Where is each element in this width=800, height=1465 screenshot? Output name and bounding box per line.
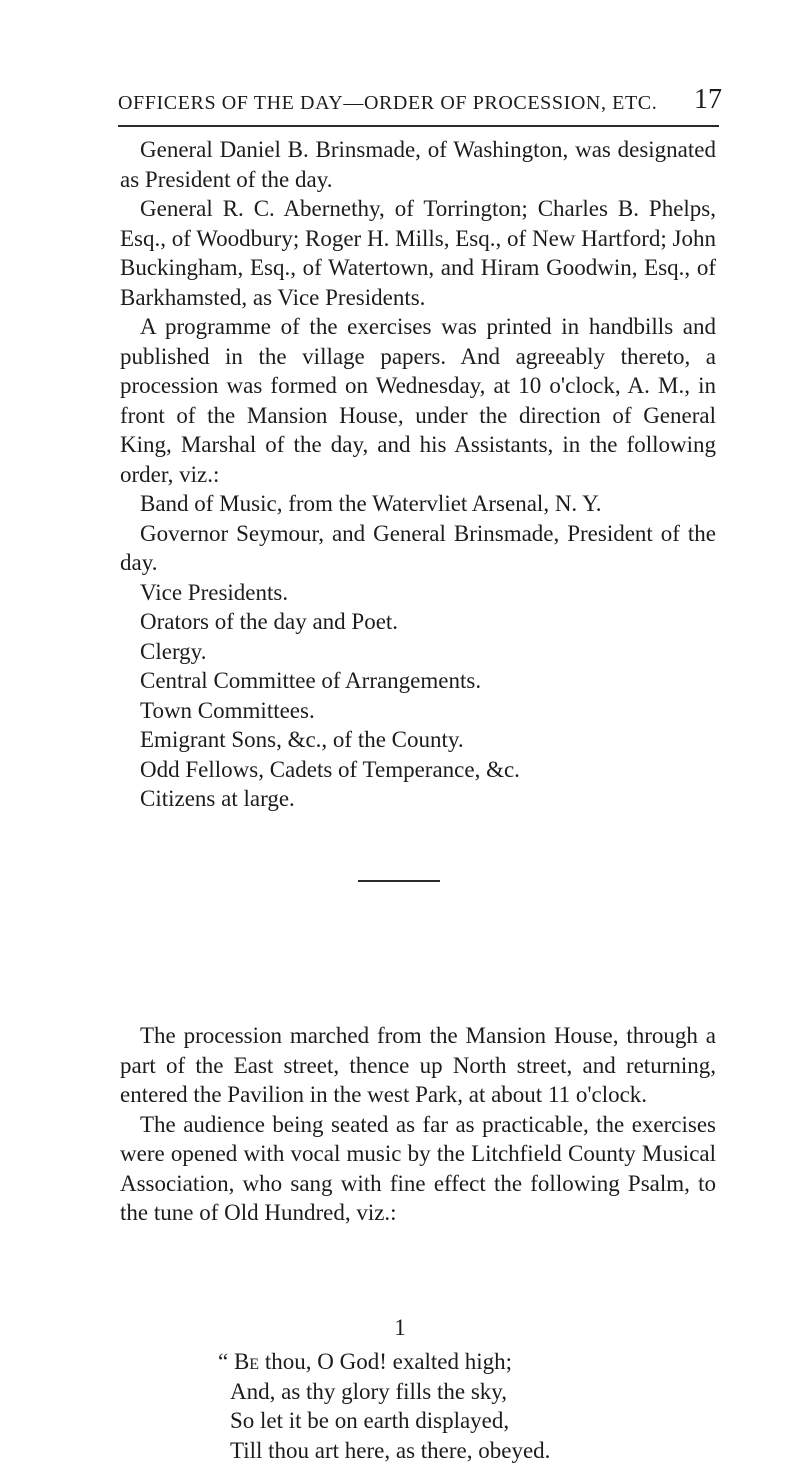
- running-title: OFFICERS OF THE DAY—ORDER OF PROCESSION, ETC.: [118, 92, 657, 115]
- procession-item-governor: Governor Seymour, and General Brinsmade, President of the day.: [120, 519, 716, 578]
- officers-section: [120, 135, 716, 814]
- section-divider: [358, 880, 440, 882]
- audience-paragraph: The audience being seated as far as practicable, the exercises were opened with vocal music by the Litchfield County Musical Association, who sang with fine effect the following Psalm, to the tune of Old Hundred, viz.:: [120, 1110, 716, 1228]
- procession-item: Central Committee of Arrangements.: [120, 666, 716, 696]
- procession-item: Citizens at large.: [120, 784, 716, 814]
- route-paragraph: The procession marched from the Mansion House, through a part of the East street, thence up North street, and returning, entered the Pavilion in the west Park, at about 11 o'clock.: [120, 1021, 716, 1110]
- psalm-line: Till thou art here, as there, obeyed.: [218, 1436, 550, 1465]
- vice-presidents-paragraph: General R. C. Abernethy, of Torrington; Charles B. Phelps, Esq., of Woodbury; Roger H. Mills, Esq., of New Hartford; John Buckingham, Esq., of Watertown, and Hiram Goodwin, Esq., of Barkhamsted, as Vice Presidents.: [120, 194, 716, 312]
- opening-quote: “: [218, 1349, 228, 1374]
- procession-section: [120, 1021, 716, 1228]
- procession-item: Vice Presidents.: [120, 578, 716, 608]
- stanza-number: 1: [394, 1315, 406, 1341]
- psalm-line: And, as thy glory fills the sky,: [218, 1377, 550, 1407]
- psalm-first-line-rest: thou, O God! exalted high;: [265, 1349, 512, 1374]
- procession-item: Orators of the day and Poet.: [120, 607, 716, 637]
- procession-item: Town Committees.: [120, 696, 716, 726]
- psalm-stanza: [218, 1347, 550, 1465]
- psalm-first-word: Be: [234, 1349, 259, 1374]
- psalm-line: [218, 1347, 550, 1377]
- procession-item: Emigrant Sons, &c., of the County.: [120, 725, 716, 755]
- programme-paragraph: A programme of the exercises was printed in handbills and published in the village papers. And agreeably thereto, a procession was formed on Wednesday, at 10 o'clock, A. M., in front of the Mansion House, under the direction of General King, Marshal of the day, and his Assistants, in the following order, viz.:: [120, 312, 716, 489]
- procession-item-band: Band of Music, from the Watervliet Arsenal, N. Y.: [120, 489, 716, 519]
- procession-item: Clergy.: [120, 637, 716, 667]
- page-number: 17: [694, 84, 722, 116]
- header-rule: [118, 125, 719, 127]
- running-head: [118, 84, 718, 118]
- president-paragraph: General Daniel B. Brinsmade, of Washington, was designated as President of the day.: [120, 135, 716, 194]
- psalm-line: So let it be on earth displayed,: [218, 1406, 550, 1436]
- procession-item: Odd Fellows, Cadets of Temperance, &c.: [120, 755, 716, 785]
